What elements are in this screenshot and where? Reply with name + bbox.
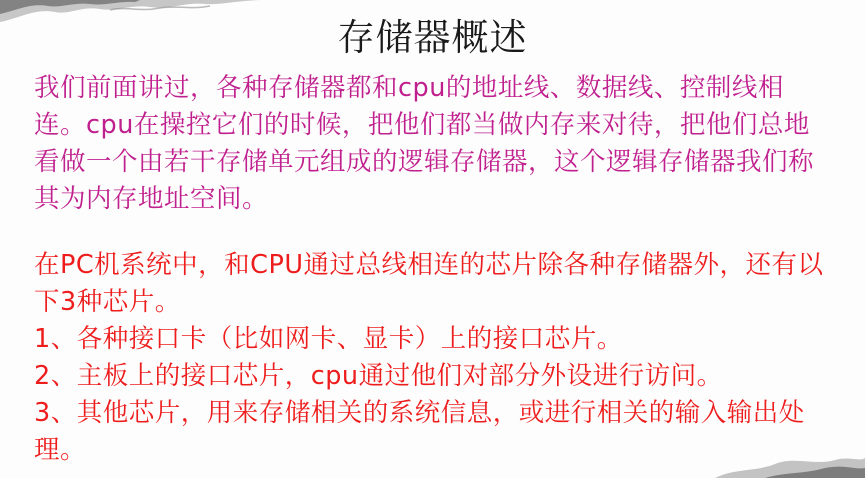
list-item: 1、各种接口卡（比如网卡、显卡）上的接口芯片。 [34,324,623,354]
list-item: 2、主板上的接口芯片，cpu通过他们对部分外设进行访问。 [34,361,723,391]
list-item: 3、其他芯片，用来存储相关的系统信息，或进行相关的输入输出处理。 [34,398,805,465]
paragraph-other-chips-intro: 在PC机系统中，和CPU通过总线相连的芯片除各种存储器外，还有以下3种芯片。 [34,250,824,317]
paragraph-other-chips [34,247,834,469]
slide-title: 存储器概述 [337,16,528,59]
paragraph-address-space: 我们前面讲过，各种存储器都和cpu的地址线、数据线、控制线相连。cpu在操控它们的时候，把他们都当做内存来对待，把他们总地看做一个由若干存储单元组成的逻辑存储器，这个逻辑存储器我们称其为内存地址空间。 [34,73,815,214]
